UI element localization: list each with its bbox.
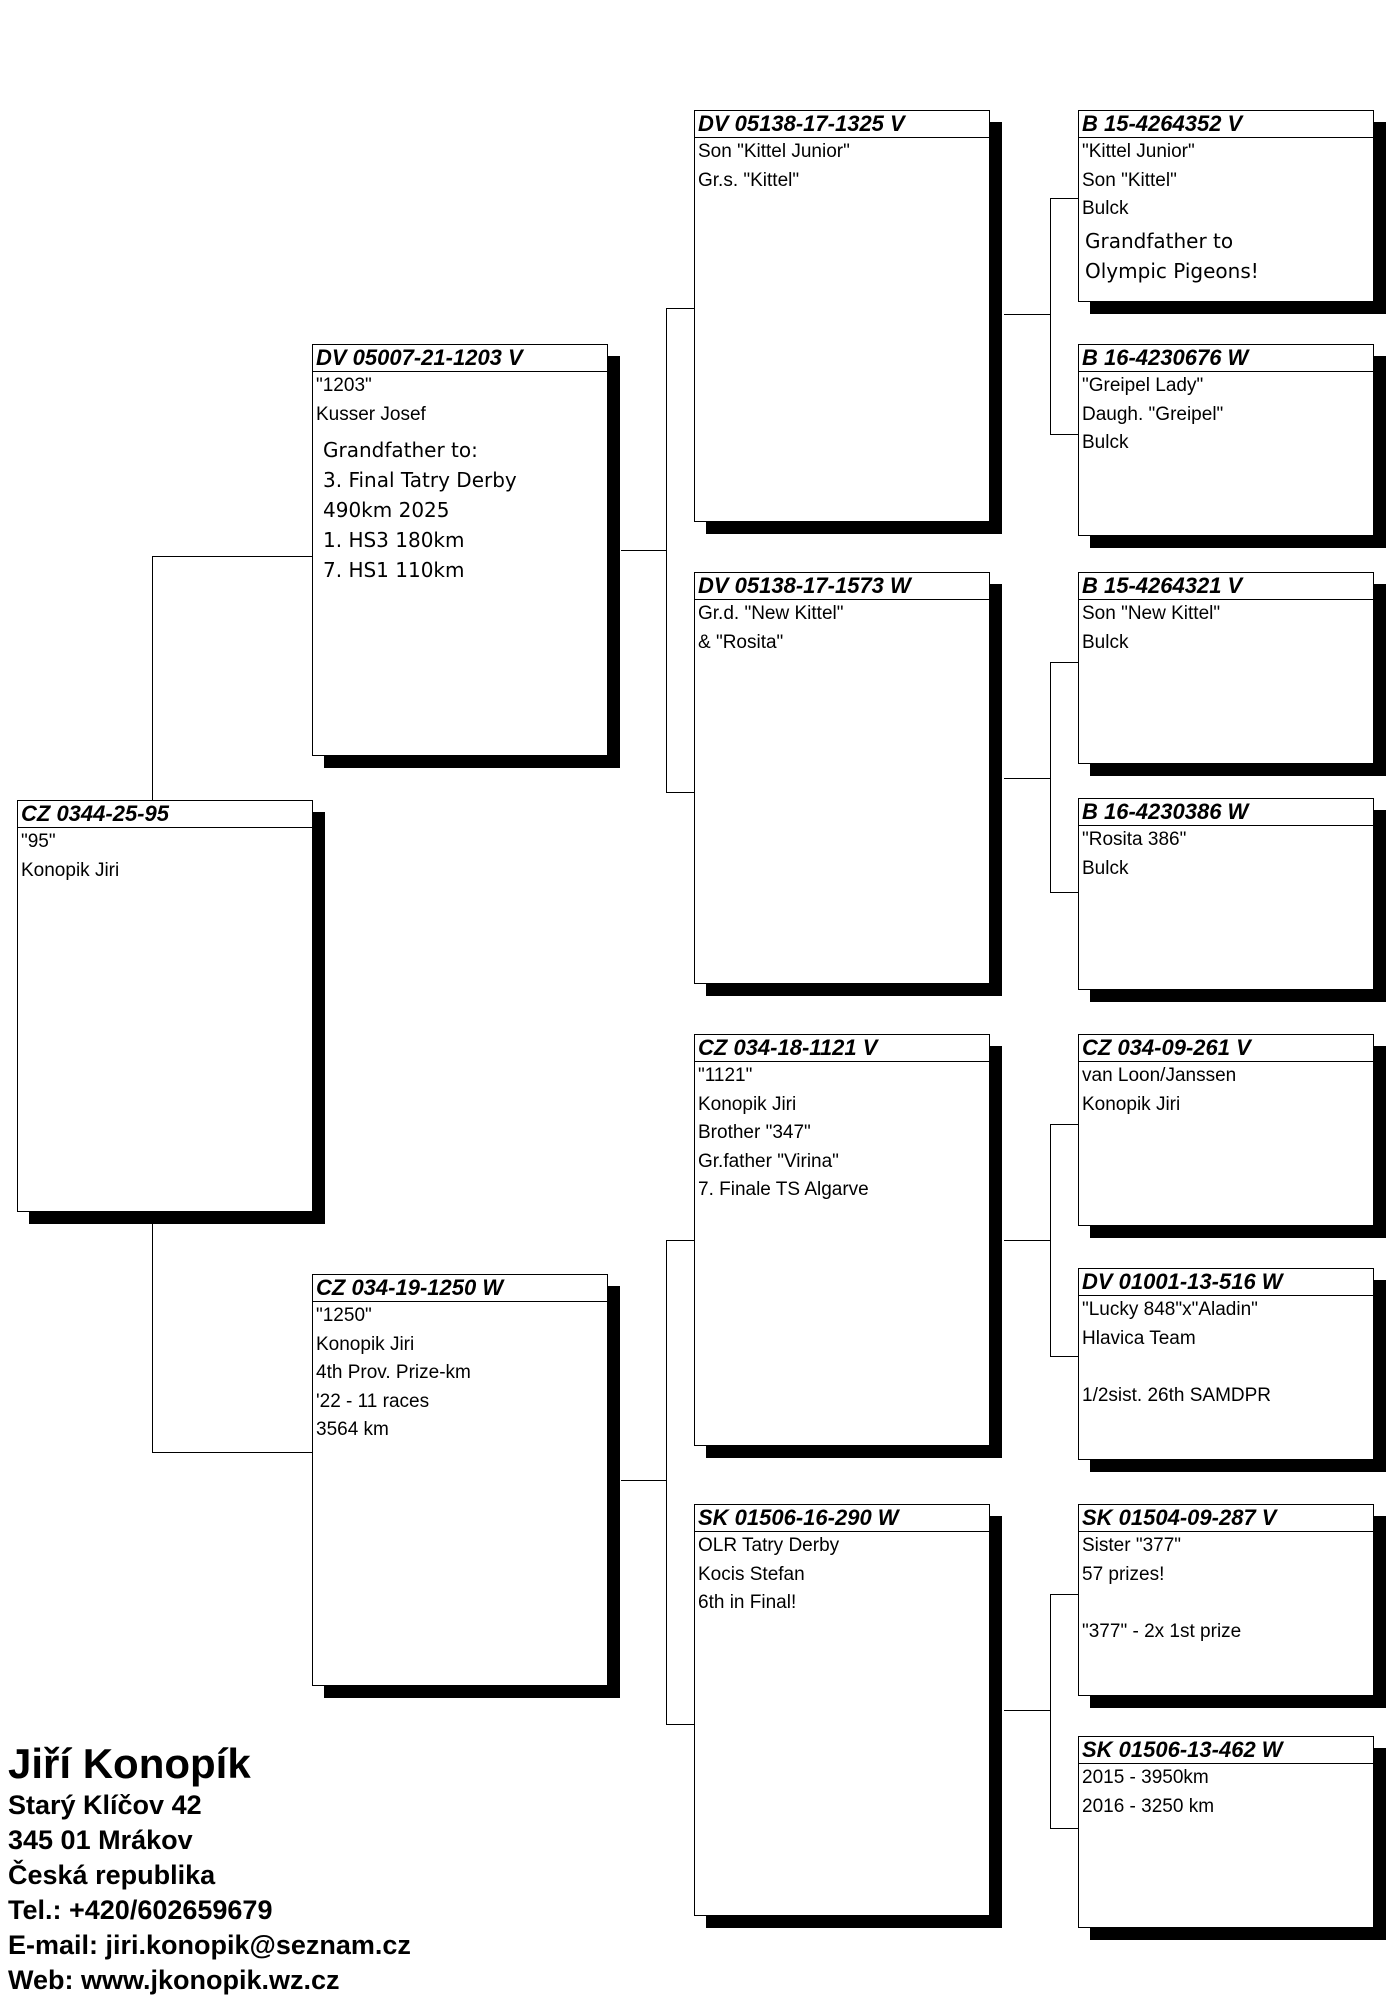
ring-number: DV 01001-13-516 W	[1079, 1269, 1373, 1296]
ring-number: B 16-4230676 W	[1079, 345, 1373, 372]
info-line: 1/2sist. 26th SAMDPR	[1082, 1384, 1272, 1406]
address-line: 345 01 Mrákov	[8, 1825, 193, 1855]
phone-line: Tel.: +420/602659679	[8, 1895, 273, 1925]
pigeon-card-sire	[312, 344, 608, 756]
connector	[1050, 1124, 1051, 1356]
connector	[666, 308, 694, 309]
info-line: 6th in Final!	[698, 1592, 797, 1613]
info-line: 57 prizes!	[1082, 1563, 1165, 1585]
connector	[666, 1724, 694, 1725]
ring-number: B 15-4264321 V	[1079, 573, 1373, 600]
pigeon-card-sdd	[1078, 798, 1374, 990]
web-line: Web: www.jkonopik.wz.cz	[8, 1965, 340, 1995]
connector	[152, 1452, 312, 1453]
connector	[621, 1480, 666, 1481]
connector	[1004, 778, 1050, 779]
info-line	[1079, 1589, 1373, 1618]
info-line: "Lucky 848"x"Aladin"	[1082, 1299, 1258, 1320]
info-line: 7. Finale TS Algarve	[698, 1179, 869, 1200]
pigeon-card-dam	[312, 1274, 608, 1686]
ring-number: B 16-4230386 W	[1079, 799, 1373, 826]
info-line: Bulck	[1082, 432, 1129, 453]
info-line: Daugh. "Greipel"	[1082, 403, 1224, 425]
info-line: Bulck	[1082, 198, 1129, 219]
info-line: "1121"	[698, 1065, 753, 1086]
note-line: Grandfather to	[1085, 228, 1234, 253]
ring-number: CZ 0344-25-95	[18, 801, 312, 828]
info-line: "95"	[21, 831, 56, 852]
address-line: Starý Klíčov 42	[8, 1790, 202, 1820]
connector	[666, 792, 694, 793]
connector	[152, 556, 153, 800]
connector	[1050, 434, 1078, 435]
connector	[1050, 1594, 1078, 1595]
connector	[1050, 662, 1051, 892]
pigeon-card-dds	[1078, 1504, 1374, 1696]
info-line: Gr.d. "New Kittel"	[698, 603, 844, 624]
info-line: Konopik Jiri	[316, 1333, 415, 1355]
pigeon-card-sire-sire	[694, 110, 990, 522]
pigeon-card-subject	[17, 800, 313, 1212]
email-line: E-mail: jiri.konopik@seznam.cz	[8, 1930, 411, 1960]
info-line: "Rosita 386"	[1082, 829, 1187, 850]
info-line: Konopik Jiri	[1082, 1093, 1181, 1115]
note-line: Grandfather to:	[323, 438, 478, 462]
connector	[1050, 198, 1078, 199]
ring-number: CZ 034-09-261 V	[1079, 1035, 1373, 1062]
ring-number: DV 05138-17-1573 W	[695, 573, 989, 600]
info-line: Bulck	[1082, 631, 1129, 653]
info-line: 3564 km	[316, 1419, 389, 1440]
info-line: Brother "347"	[698, 1122, 811, 1143]
connector	[1050, 1828, 1078, 1829]
owner-name: Jiří Konopík	[8, 1740, 251, 1787]
connector	[1050, 198, 1051, 434]
info-line: Kocis Stefan	[698, 1563, 805, 1585]
info-line: Gr.s. "Kittel"	[698, 169, 800, 191]
connector	[152, 556, 312, 557]
info-line: "Kittel Junior"	[1082, 141, 1195, 162]
address-line: Česká republika	[8, 1860, 216, 1890]
info-line: 2016 - 3250 km	[1082, 1795, 1215, 1817]
ring-number: CZ 034-18-1121 V	[695, 1035, 989, 1062]
connector	[1004, 1710, 1050, 1711]
info-line: '22 - 11 races	[316, 1390, 430, 1412]
note-line: 3. Final Tatry Derby	[323, 468, 517, 492]
achievement-note	[313, 435, 607, 585]
ring-number: SK 01504-09-287 V	[1079, 1505, 1373, 1532]
connector	[152, 1222, 153, 1452]
pigeon-card-dsd	[1078, 1268, 1374, 1460]
note-line: Olympic Pigeons!	[1085, 258, 1259, 283]
info-line: & "Rosita"	[698, 631, 784, 653]
info-line: Hlavica Team	[1082, 1327, 1196, 1349]
ring-number: SK 01506-13-462 W	[1079, 1737, 1373, 1764]
connector	[1050, 1356, 1078, 1357]
connector	[621, 550, 666, 551]
info-line: Kusser Josef	[316, 403, 426, 425]
pigeon-card-ssd	[1078, 344, 1374, 536]
note-line: 7. HS1 110km	[323, 558, 465, 582]
info-line: Konopik Jiri	[698, 1093, 797, 1115]
ring-number: CZ 034-19-1250 W	[313, 1275, 607, 1302]
info-line: "1250"	[316, 1305, 372, 1326]
pigeon-card-sire-dam	[694, 572, 990, 984]
info-line: Sister "377"	[1082, 1535, 1182, 1556]
ring-number: DV 05007-21-1203 V	[313, 345, 607, 372]
info-line: "377" - 2x 1st prize	[1082, 1620, 1242, 1642]
note-line: 490km 2025	[323, 498, 450, 522]
info-line: Son "New Kittel"	[1082, 603, 1221, 624]
connector	[1050, 892, 1078, 893]
connector	[1050, 1594, 1051, 1828]
pigeon-card-sss	[1078, 110, 1374, 302]
info-line: "1203"	[316, 375, 372, 396]
owner-contact	[8, 1740, 411, 1998]
info-line: van Loon/Janssen	[1082, 1065, 1237, 1086]
note-line: 1. HS3 180km	[323, 528, 465, 552]
info-line: OLR Tatry Derby	[698, 1535, 840, 1556]
ring-number: SK 01506-16-290 W	[695, 1505, 989, 1532]
pigeon-card-dam-sire	[694, 1034, 990, 1446]
connector	[1004, 314, 1050, 315]
connector	[1050, 662, 1078, 663]
connector	[1050, 1124, 1078, 1125]
info-line: Konopik Jiri	[21, 859, 120, 881]
pigeon-card-sds	[1078, 572, 1374, 764]
info-line: Son "Kittel"	[1082, 169, 1177, 191]
pigeon-card-dss	[1078, 1034, 1374, 1226]
ring-number: B 15-4264352 V	[1079, 111, 1373, 138]
connector	[666, 1240, 667, 1724]
info-line: 4th Prov. Prize-km	[316, 1362, 471, 1383]
info-line: Son "Kittel Junior"	[698, 141, 850, 162]
pigeon-card-dam-dam	[694, 1504, 990, 1916]
ring-number: DV 05138-17-1325 V	[695, 111, 989, 138]
info-line: "Greipel Lady"	[1082, 375, 1204, 396]
connector	[666, 308, 667, 792]
pigeon-card-ddd	[1078, 1736, 1374, 1928]
info-line: 2015 - 3950km	[1082, 1767, 1209, 1788]
info-line: Gr.father "Virina"	[698, 1150, 839, 1172]
connector	[1004, 1240, 1050, 1241]
achievement-note	[1079, 226, 1373, 286]
info-line: Bulck	[1082, 857, 1129, 879]
connector	[666, 1240, 694, 1241]
info-line	[1079, 1353, 1373, 1382]
